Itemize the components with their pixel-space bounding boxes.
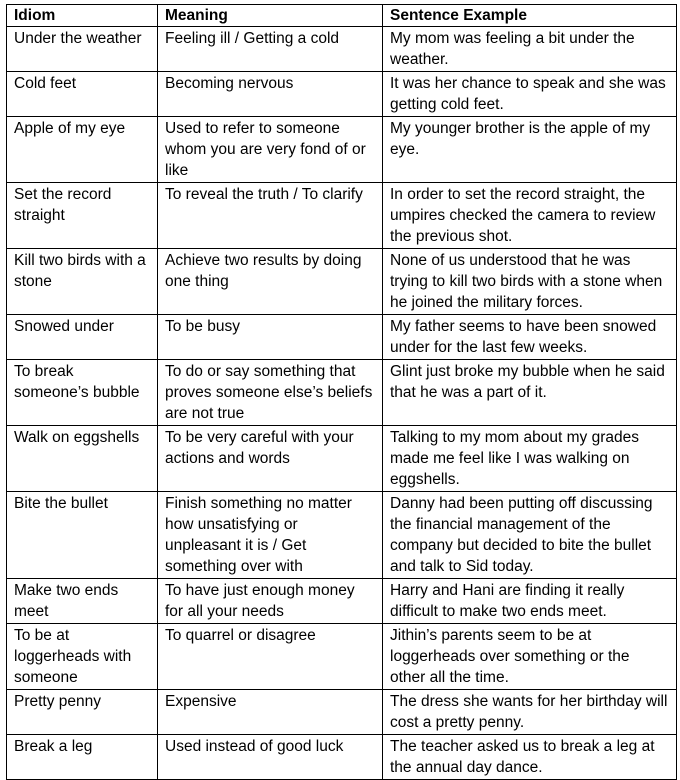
meaning-cell: Feeling ill / Getting a cold (158, 27, 383, 72)
idiom-cell: Pretty penny (7, 690, 158, 735)
example-cell: The teacher asked us to break a leg at the annual day dance. (383, 735, 677, 780)
table-row (7, 315, 677, 360)
idiom-cell: Under the weather (7, 27, 158, 72)
header-meaning: Meaning (158, 5, 383, 27)
example-cell: My mom was feeling a bit under the weather. (383, 27, 677, 72)
meaning-cell: Expensive (158, 690, 383, 735)
idiom-cell: To break someone’s bubble (7, 360, 158, 426)
example-cell: Glint just broke my bubble when he said that he was a part of it. (383, 360, 677, 426)
table-row (7, 492, 677, 579)
table-row (7, 690, 677, 735)
header-sentence-example: Sentence Example (383, 5, 677, 27)
table-row (7, 426, 677, 492)
meaning-cell: Becoming nervous (158, 72, 383, 117)
table-row (7, 27, 677, 72)
example-cell: Danny had been putting off discussing the financial management of the company but decided to bite the bullet and talk to Sid today. (383, 492, 677, 579)
idiom-cell: Make two ends meet (7, 579, 158, 624)
example-cell: Harry and Hani are finding it really difficult to make two ends meet. (383, 579, 677, 624)
idioms-table (6, 4, 677, 780)
example-cell: The dress she wants for her birthday will cost a pretty penny. (383, 690, 677, 735)
idiom-cell: To be at loggerheads with someone (7, 624, 158, 690)
table-row (7, 117, 677, 183)
example-cell: Jithin’s parents seem to be at loggerheads over something or the other all the time. (383, 624, 677, 690)
example-cell: My younger brother is the apple of my eye. (383, 117, 677, 183)
table-row (7, 249, 677, 315)
example-cell: My father seems to have been snowed under for the last few weeks. (383, 315, 677, 360)
table-row (7, 72, 677, 117)
example-cell: None of us understood that he was trying to kill two birds with a stone when he joined the military forces. (383, 249, 677, 315)
table-row (7, 183, 677, 249)
idiom-cell: Kill two birds with a stone (7, 249, 158, 315)
idiom-cell: Apple of my eye (7, 117, 158, 183)
example-cell: In order to set the record straight, the umpires checked the camera to review the previous shot. (383, 183, 677, 249)
example-cell: Talking to my mom about my grades made me feel like I was walking on eggshells. (383, 426, 677, 492)
meaning-cell: To be very careful with your actions and words (158, 426, 383, 492)
meaning-cell: To reveal the truth / To clarify (158, 183, 383, 249)
example-cell: It was her chance to speak and she was getting cold feet. (383, 72, 677, 117)
table-row (7, 579, 677, 624)
meaning-cell: To be busy (158, 315, 383, 360)
header-idiom: Idiom (7, 5, 158, 27)
table-row (7, 735, 677, 780)
meaning-cell: To do or say something that proves someone else’s beliefs are not true (158, 360, 383, 426)
meaning-cell: To quarrel or disagree (158, 624, 383, 690)
idiom-cell: Set the record straight (7, 183, 158, 249)
table-row (7, 360, 677, 426)
meaning-cell: To have just enough money for all your needs (158, 579, 383, 624)
meaning-cell: Used instead of good luck (158, 735, 383, 780)
header-row (7, 5, 677, 27)
meaning-cell: Achieve two results by doing one thing (158, 249, 383, 315)
idiom-cell: Bite the bullet (7, 492, 158, 579)
table-row (7, 624, 677, 690)
meaning-cell: Finish something no matter how unsatisfying or unpleasant it is / Get something over with (158, 492, 383, 579)
meaning-cell: Used to refer to someone whom you are very fond of or like (158, 117, 383, 183)
idiom-cell: Walk on eggshells (7, 426, 158, 492)
idiom-cell: Break a leg (7, 735, 158, 780)
idiom-cell: Snowed under (7, 315, 158, 360)
idiom-cell: Cold feet (7, 72, 158, 117)
